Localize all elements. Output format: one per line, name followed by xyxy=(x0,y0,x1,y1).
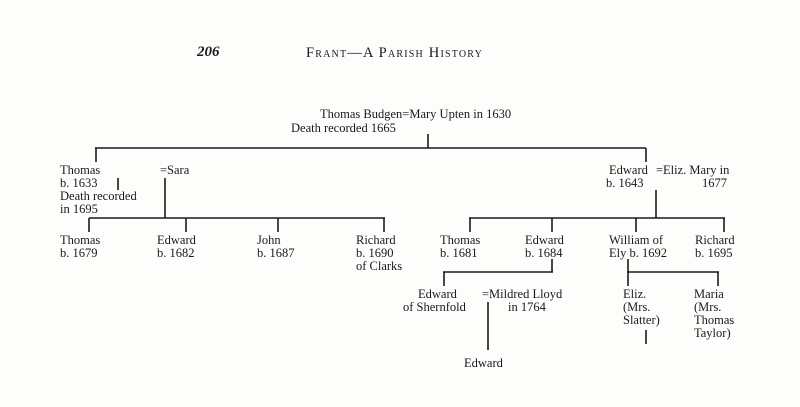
richard-1695-birth: b. 1695 xyxy=(695,246,733,260)
thomas-1633-death-year: in 1695 xyxy=(60,202,98,216)
maria-name: Maria xyxy=(694,287,724,301)
richard-1690-name: Richard xyxy=(356,233,396,247)
thomas-1633-name: Thomas xyxy=(60,163,101,177)
thomas-1681-name: Thomas xyxy=(440,233,481,247)
sara-spouse: =Sara xyxy=(160,163,190,177)
john-1687-name: John xyxy=(257,233,281,247)
william-1692-name: William of xyxy=(609,233,663,247)
thomas-1679-birth: b. 1679 xyxy=(60,246,98,260)
eliz-mary-marriage-year: 1677 xyxy=(702,176,727,190)
root-wife: Mary Upten in 1630 xyxy=(409,107,512,121)
edward-1643-birth: b. 1643 xyxy=(606,176,644,190)
edward-1682-name: Edward xyxy=(157,233,196,247)
thomas-1633-birth: b. 1633 xyxy=(60,176,98,190)
thomas-1633-death: Death recorded xyxy=(60,189,137,203)
eliz-mary-spouse: =Eliz. Mary in xyxy=(656,163,730,177)
richard-1690-birth: b. 1690 xyxy=(356,246,394,260)
root-couple xyxy=(320,108,511,121)
edward-1682-birth: b. 1682 xyxy=(157,246,195,260)
maria-married-first: Thomas xyxy=(694,313,735,327)
richard-1690-place: of Clarks xyxy=(356,259,403,273)
eliz-name: Eliz. xyxy=(623,287,647,301)
running-title: Frant—A Parish History xyxy=(306,45,484,61)
edward-shernfold-place: of Shernfold xyxy=(403,300,466,314)
eliz-married-name: Slatter) xyxy=(623,313,660,327)
root-death: Death recorded 1665 xyxy=(291,121,396,135)
edward-1684-birth: b. 1684 xyxy=(525,246,563,260)
marriage-sign: = xyxy=(402,107,410,121)
edward-son-name: Edward xyxy=(464,356,503,370)
edward-1684-name: Edward xyxy=(525,233,564,247)
thomas-1679-name: Thomas xyxy=(60,233,101,247)
william-1692-birth: Ely b. 1692 xyxy=(609,246,667,260)
thomas-1681-birth: b. 1681 xyxy=(440,246,478,260)
mildred-lloyd-spouse: =Mildred Lloyd xyxy=(482,287,563,301)
edward-1643-name: Edward xyxy=(609,163,648,177)
maria-title: (Mrs. xyxy=(694,300,722,314)
maria-married-last: Taylor) xyxy=(694,326,731,340)
eliz-title: (Mrs. xyxy=(623,300,651,314)
edward-shernfold-name: Edward xyxy=(418,287,457,301)
root-husband: Thomas Budgen xyxy=(320,107,403,121)
richard-1695-name: Richard xyxy=(695,233,735,247)
john-1687-birth: b. 1687 xyxy=(257,246,295,260)
page-number: 206 xyxy=(197,44,220,60)
mildred-lloyd-marriage-year: in 1764 xyxy=(508,300,546,314)
